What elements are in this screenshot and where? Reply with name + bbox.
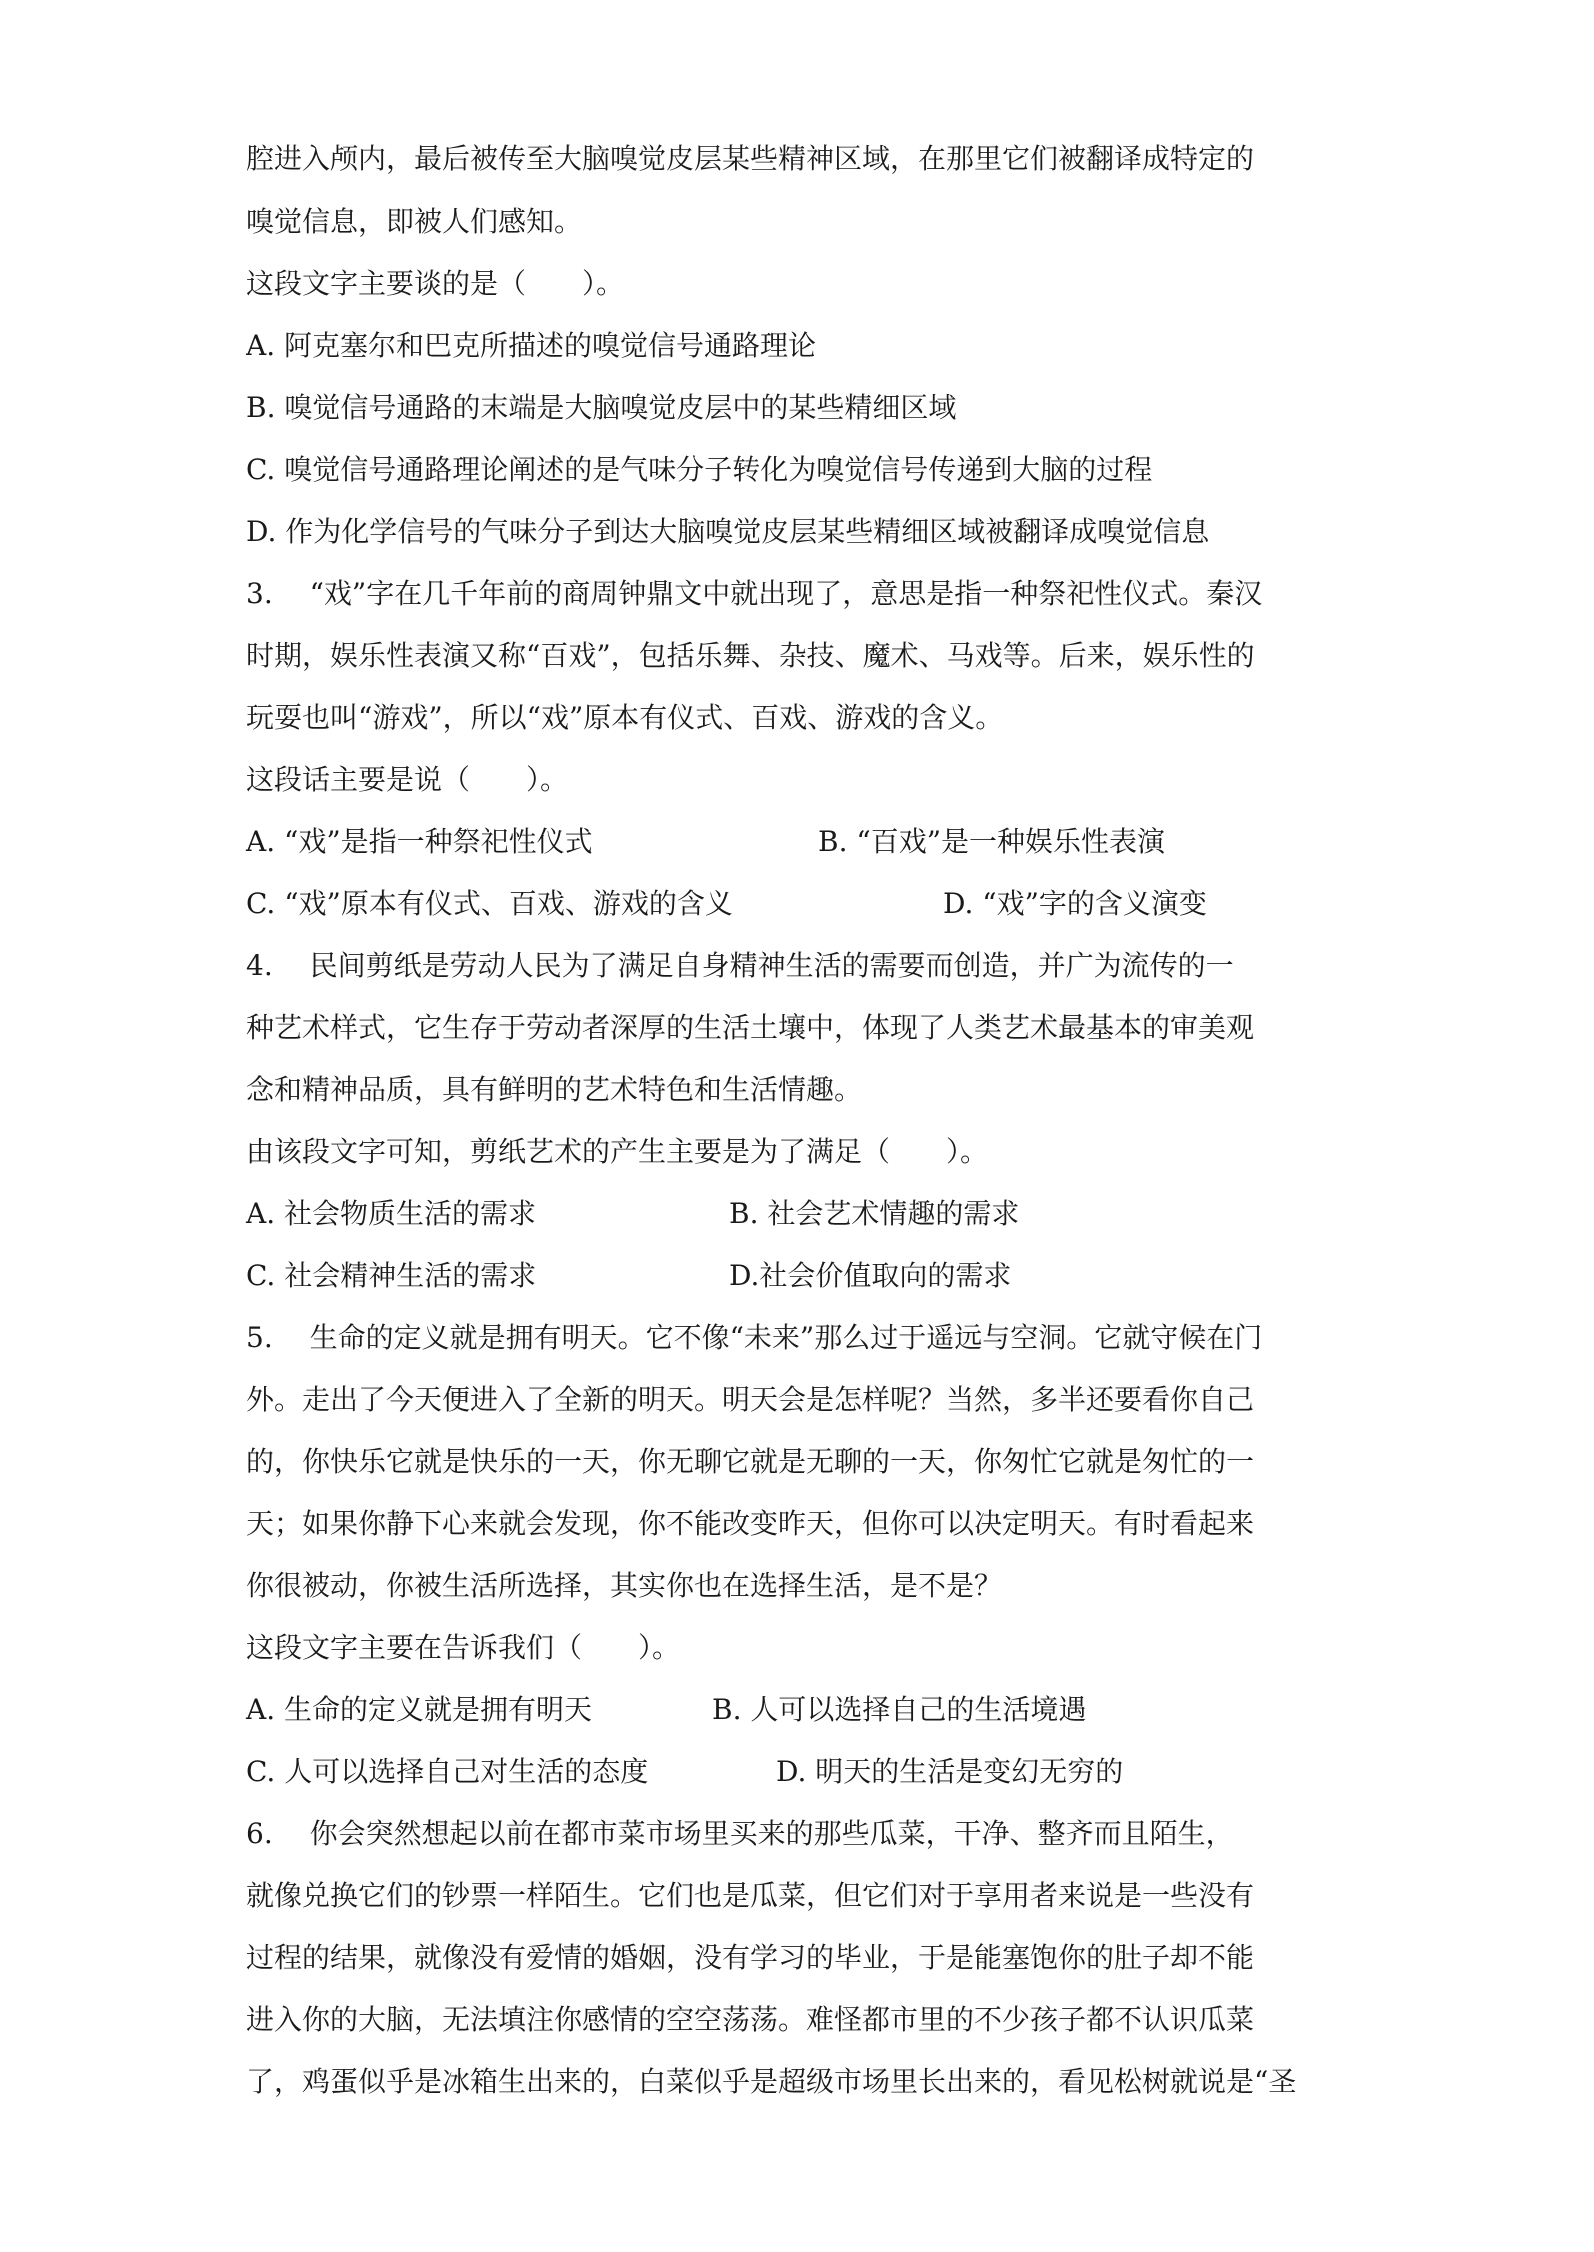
option-b: B. 人可以选择自己的生活境遇 xyxy=(712,1693,1087,1726)
text-line: 就像兑换它们的钞票一样陌生。它们也是瓜菜，但它们对于享用者来说是一些没有 xyxy=(246,1879,1255,1912)
question-5-text: 5. 生命的定义就是拥有明天。它不像“未来”那么过于遥远与空洞。它就守候在门 xyxy=(246,1321,1263,1354)
text-line: 你很被动，你被生活所选择，其实你也在选择生活，是不是？ xyxy=(246,1569,1003,1602)
text-line: 天；如果你静下心来就会发现，你不能改变昨天，但你可以决定明天。有时看起来 xyxy=(246,1507,1255,1540)
option-b: B. 社会艺术情趣的需求 xyxy=(729,1197,1020,1230)
text-line: 的，你快乐它就是快乐的一天，你无聊它就是无聊的一天，你匆忙它就是匆忙的一 xyxy=(246,1445,1255,1478)
option-d: D. “戏”字的含义演变 xyxy=(943,887,1207,920)
text-line: 玩耍也叫“游戏”，所以“戏”原本有仪式、百戏、游戏的含义。 xyxy=(246,701,1004,734)
option-line: C. 嗅觉信号通路理论阐述的是气味分子转化为嗅觉信号传递到大脑的过程 xyxy=(246,453,1153,486)
text-line: 时期，娱乐性表演又称“百戏”，包括乐舞、杂技、魔术、马戏等。后来，娱乐性的 xyxy=(246,639,1255,672)
option-c: C. “戏”原本有仪式、百戏、游戏的含义 xyxy=(246,887,733,920)
question-prompt: 这段文字主要谈的是（ ）。 xyxy=(246,267,625,300)
text-line: 进入你的大脑，无法填注你感情的空空荡荡。难怪都市里的不少孩子都不认识瓜菜 xyxy=(246,2003,1255,2036)
question-prompt: 这段文字主要在告诉我们（ ）。 xyxy=(246,1631,681,1664)
text-line: 腔进入颅内，最后被传至大脑嗅觉皮层某些精神区域，在那里它们被翻译成特定的 xyxy=(246,142,1255,175)
option-a: A. “戏”是指一种祭祀性仪式 xyxy=(246,825,593,858)
option-line: B. 嗅觉信号通路的末端是大脑嗅觉皮层中的某些精细区域 xyxy=(246,391,957,424)
option-line: A. 阿克塞尔和巴克所描述的嗅觉信号通路理论 xyxy=(246,329,817,362)
question-6-text: 6. 你会突然想起以前在都市菜市场里买来的那些瓜菜，干净、整齐而且陌生， xyxy=(246,1817,1234,1850)
question-prompt: 由该段文字可知，剪纸艺术的产生主要是为了满足（ ）。 xyxy=(246,1135,989,1168)
text-line: 了，鸡蛋似乎是冰箱生出来的，白菜似乎是超级市场里长出来的，看见松树就说是“圣 xyxy=(246,2065,1297,2098)
option-d: D.社会价值取向的需求 xyxy=(729,1259,1012,1292)
option-a: A. 生命的定义就是拥有明天 xyxy=(246,1693,593,1726)
option-c: C. 人可以选择自己对生活的态度 xyxy=(246,1755,649,1788)
text-line: 嗅觉信息，即被人们感知。 xyxy=(246,205,583,238)
text-line: 念和精神品质，具有鲜明的艺术特色和生活情趣。 xyxy=(246,1073,863,1106)
text-line: 种艺术样式，它生存于劳动者深厚的生活土壤中，体现了人类艺术最基本的审美观 xyxy=(246,1011,1255,1044)
question-prompt: 这段话主要是说（ ）。 xyxy=(246,763,569,796)
option-line: D. 作为化学信号的气味分子到达大脑嗅觉皮层某些精细区域被翻译成嗅觉信息 xyxy=(246,515,1210,548)
option-a: A. 社会物质生活的需求 xyxy=(246,1197,537,1230)
question-3-text: 3. “戏”字在几千年前的商周钟鼎文中就出现了，意思是指一种祭祀性仪式。秦汉 xyxy=(246,577,1263,610)
question-4-text: 4. 民间剪纸是劳动人民为了满足自身精神生活的需要而创造，并广为流传的一 xyxy=(246,949,1234,982)
option-c: C. 社会精神生活的需求 xyxy=(246,1259,537,1292)
text-line: 外。走出了今天便进入了全新的明天。明天会是怎样呢？当然，多半还要看你自己 xyxy=(246,1383,1255,1416)
option-b: B. “百戏”是一种娱乐性表演 xyxy=(818,825,1166,858)
text-line: 过程的结果，就像没有爱情的婚姻，没有学习的毕业，于是能塞饱你的肚子却不能 xyxy=(246,1941,1255,1974)
option-d: D. 明天的生活是变幻无穷的 xyxy=(776,1755,1124,1788)
